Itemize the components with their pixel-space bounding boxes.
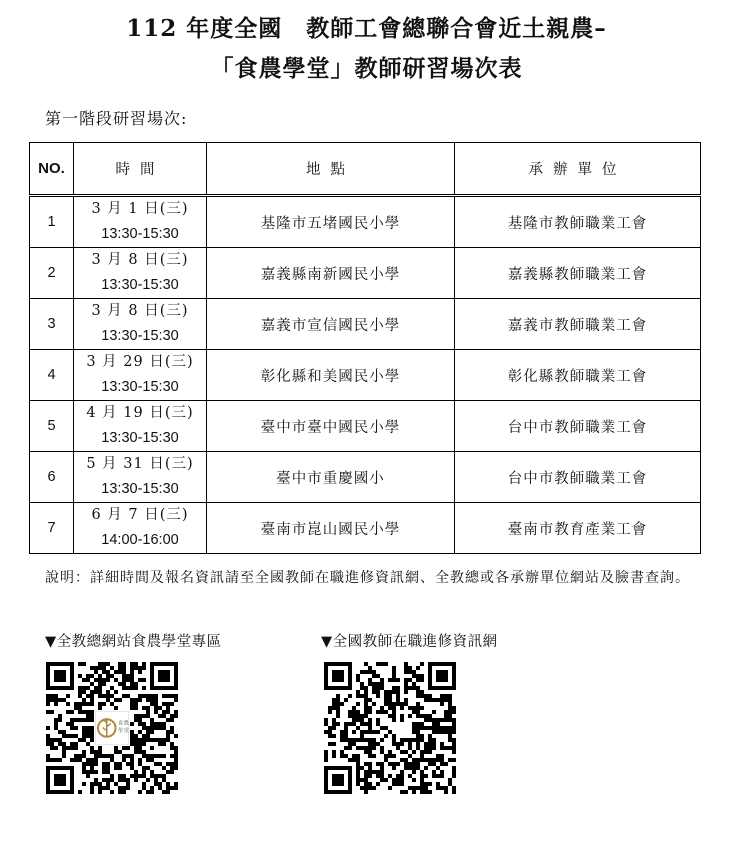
row-organizer: 台中市教師職業工會 [455,401,701,452]
row-time-cell [74,196,207,248]
row-time-range: 13:30-15:30 [101,430,179,446]
row-time-cell [74,248,207,299]
row-date: 3 月 8 日(三) [91,303,189,319]
row-date: 3 月 29 日(三) [86,354,194,370]
row-place: 彰化縣和美國民小學 [207,350,455,401]
qr-finder-pattern [428,662,456,690]
row-time-cell [74,503,207,554]
row-number: 6 [30,452,74,503]
row-organizer: 臺南市教育產業工會 [455,503,701,554]
row-time-range: 13:30-15:30 [101,277,179,293]
row-place: 基隆市五堵國民小學 [207,196,455,248]
row-time-range: 13:30-15:30 [101,328,179,344]
schedule-table [29,142,701,554]
qr-finder-pattern [150,662,178,690]
table-row [30,452,701,503]
header-organizer: 承辦單位 [455,143,701,196]
row-time-cell [74,452,207,503]
row-place: 嘉義市宣信國民小學 [207,299,455,350]
qr-code-teacher-training-icon[interactable] [324,662,456,794]
section-subtitle: 第一階段研習場次: [45,109,188,128]
row-date: 4 月 19 日(三) [86,405,194,421]
document-title-line2: 「食農學堂」教師研習場次表 [210,55,523,82]
food-agri-logo-icon [95,711,129,745]
header-no: NO. [30,143,74,196]
row-time-cell [74,350,207,401]
note-text: 說明：詳細時間及報名資訊請至全國教師在職進修資訊網、全教總或各承辦單位網站及臉書查詢。 [45,570,690,586]
svg-text:食: 食 [118,720,124,727]
table-row [30,503,701,554]
row-organizer: 彰化縣教師職業工會 [455,350,701,401]
row-number: 5 [30,401,74,452]
qr-code-food-agri-icon[interactable] [46,662,178,794]
table-row [30,299,701,350]
qr-finder-pattern [46,766,74,794]
row-time-range: 13:30-15:30 [101,379,179,395]
qr-label-teacher-training-site: ▼全國教師在職進修資訊網 [321,634,498,650]
table-row [30,248,701,299]
qr-label-food-agri-zone: ▼全教總網站食農學堂專區 [45,634,222,650]
header-time: 時間 [74,143,207,196]
table-row [30,401,701,452]
row-organizer: 嘉義市教師職業工會 [455,299,701,350]
row-time-cell [74,401,207,452]
row-organizer: 嘉義縣教師職業工會 [455,248,701,299]
row-time-range: 14:00-16:00 [101,532,179,548]
row-date: 3 月 1 日(三) [91,201,189,217]
row-number: 1 [30,196,74,248]
row-place: 臺中市重慶國小 [207,452,455,503]
row-number: 4 [30,350,74,401]
svg-text:堂: 堂 [123,728,129,734]
row-time-range: 13:30-15:30 [101,481,179,497]
svg-text:學: 學 [118,728,124,734]
qr-finder-pattern [324,662,352,690]
qr-finder-pattern [324,766,352,794]
table-row [30,196,701,248]
row-number: 3 [30,299,74,350]
row-number: 2 [30,248,74,299]
qr-finder-pattern [46,662,74,690]
row-time-cell [74,299,207,350]
row-date: 6 月 7 日(三) [91,507,189,523]
row-time-range: 13:30-15:30 [101,226,179,242]
row-date: 3 月 8 日(三) [91,252,189,268]
table-header-row [30,143,701,196]
table-row [30,350,701,401]
row-number: 7 [30,503,74,554]
row-organizer: 基隆市教師職業工會 [455,196,701,248]
document-title-line1: 112 年度全國 教師工會總聯合會近土親農– [126,15,607,42]
header-place: 地點 [207,143,455,196]
row-place: 臺南市崑山國民小學 [207,503,455,554]
row-date: 5 月 31 日(三) [86,456,194,472]
row-organizer: 台中市教師職業工會 [455,452,701,503]
svg-text:農: 農 [123,720,129,727]
row-place: 嘉義縣南新國民小學 [207,248,455,299]
row-place: 臺中市臺中國民小學 [207,401,455,452]
